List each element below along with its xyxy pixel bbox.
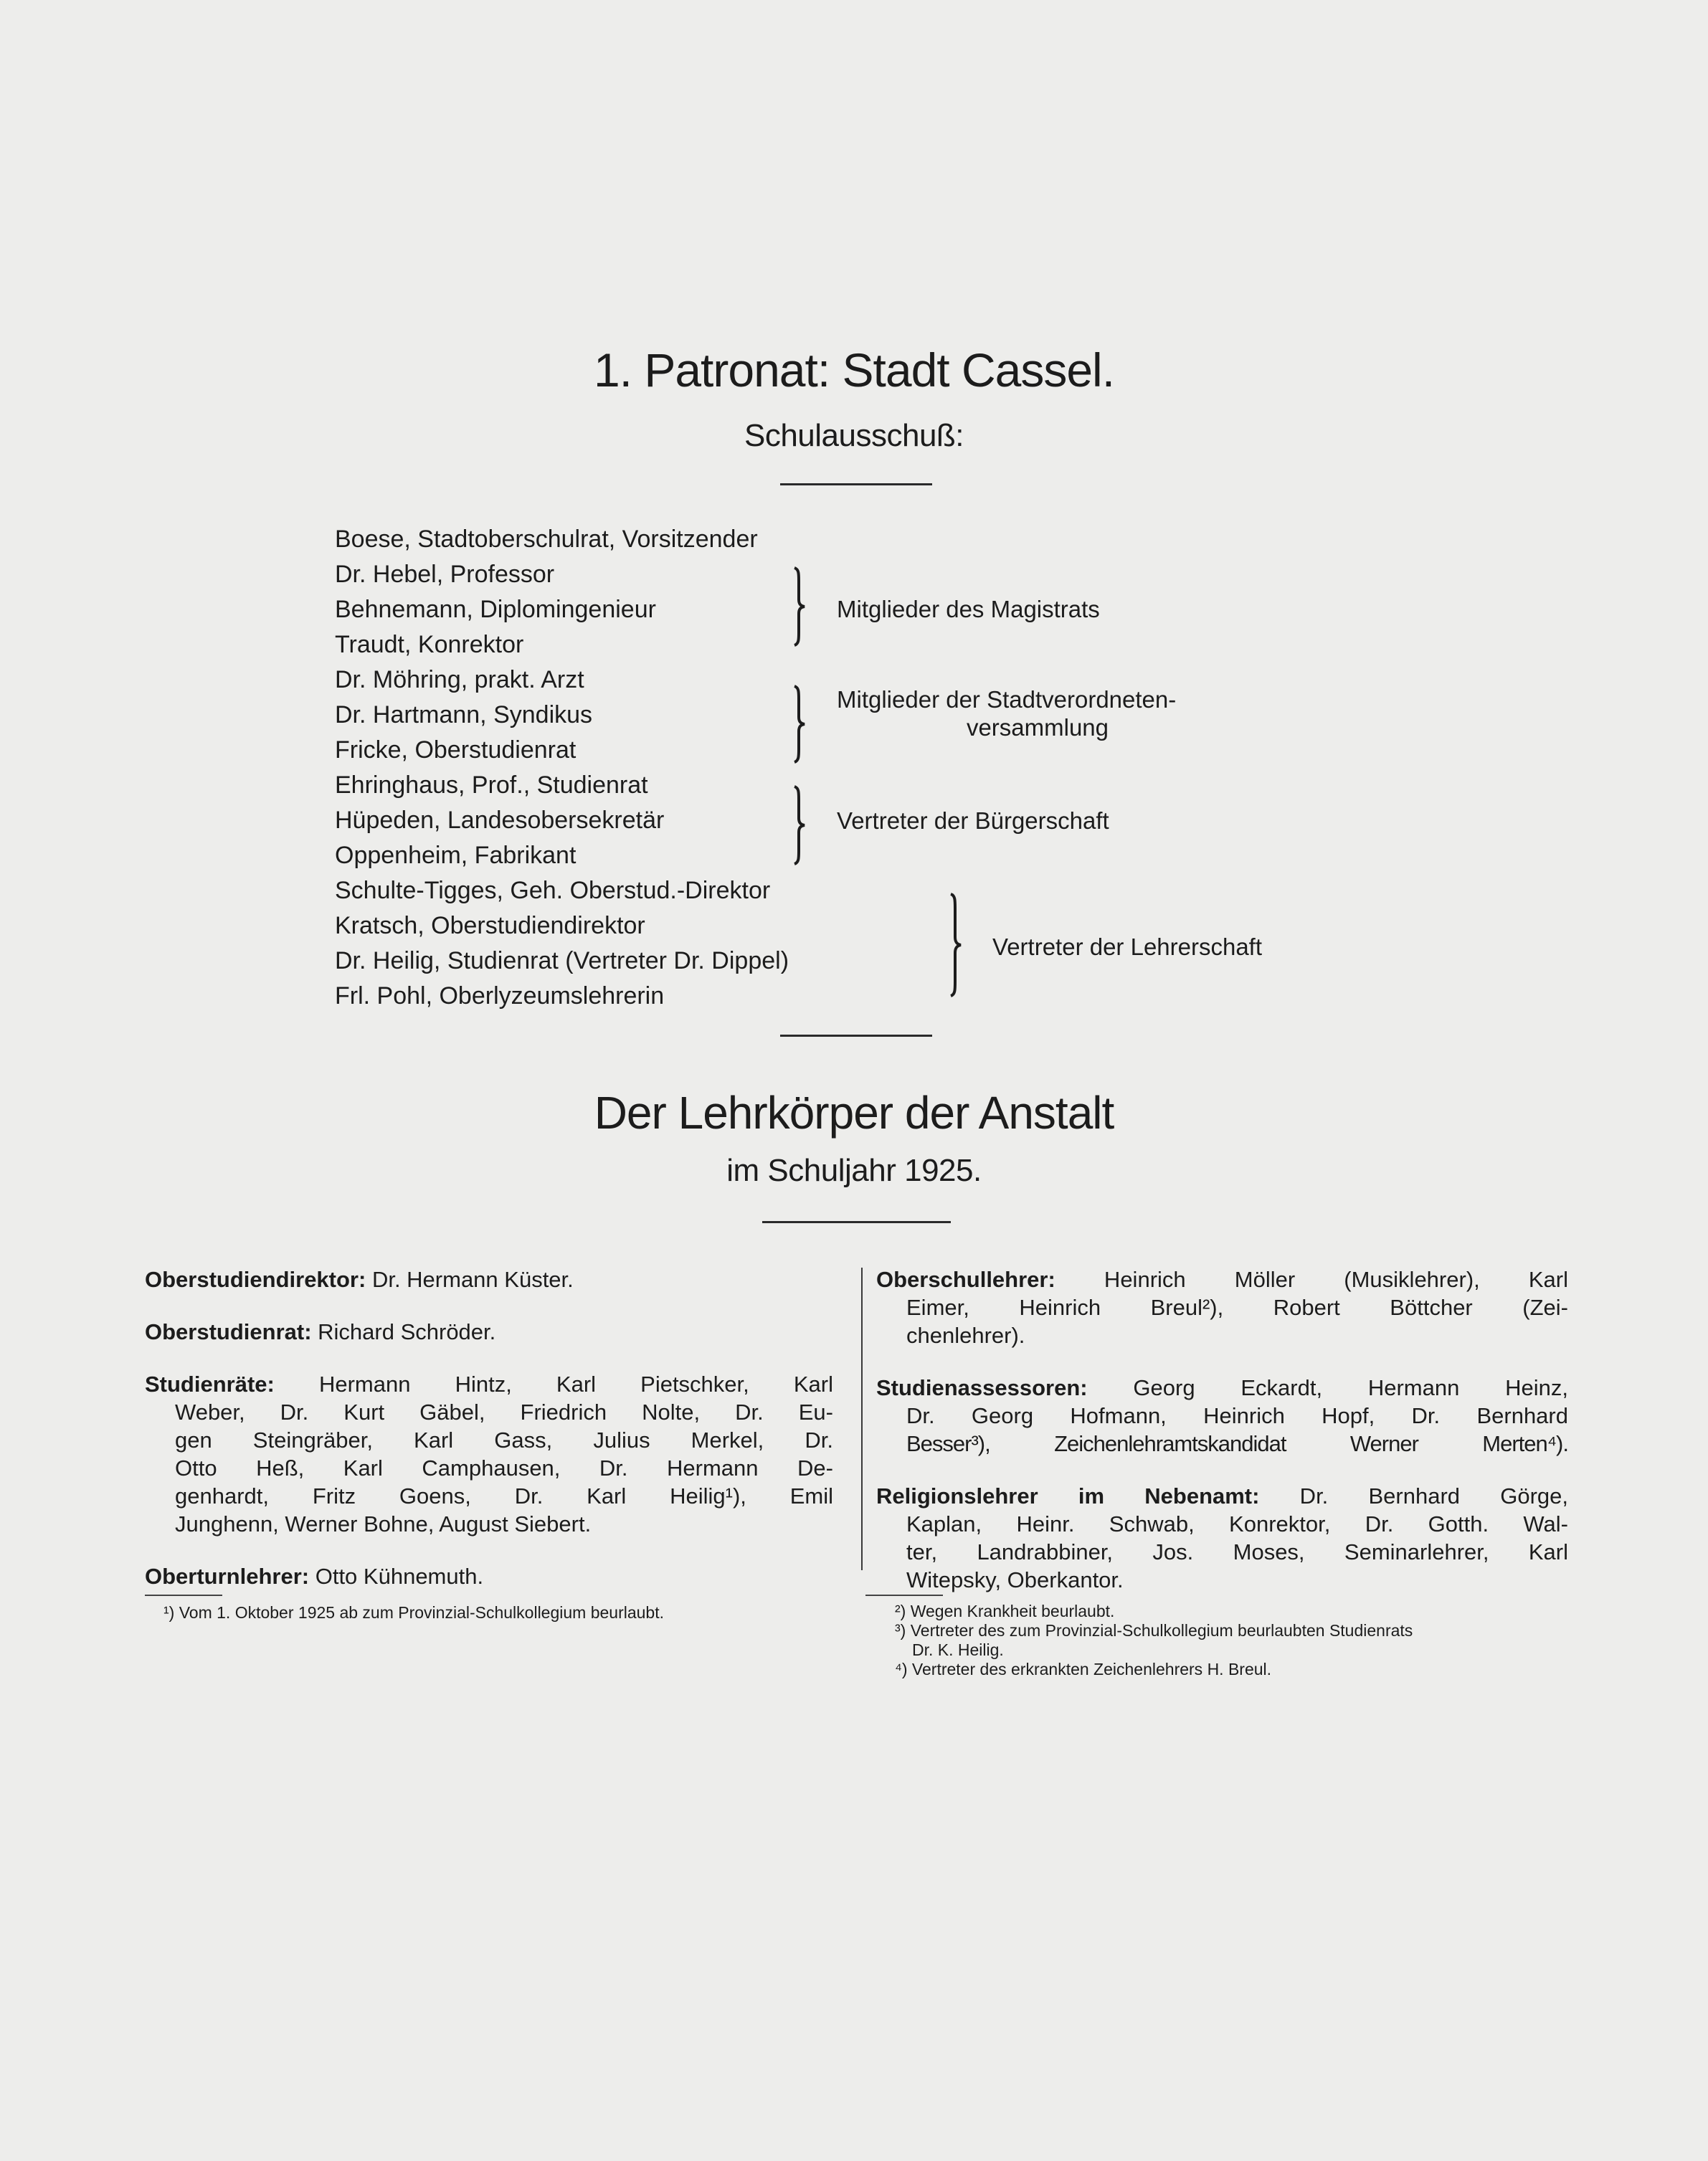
member: Hüpeden, Landesobersekretär bbox=[335, 807, 665, 834]
divider-rule bbox=[780, 1035, 932, 1037]
names: chenlehrer). bbox=[906, 1323, 1025, 1348]
schulausschuss-heading: Schulausschuß: bbox=[744, 418, 964, 453]
names: Dr. Hermann Küster. bbox=[366, 1267, 574, 1292]
names: Witepsky, Oberkantor. bbox=[906, 1567, 1124, 1592]
footnote-2: ²) Wegen Krankheit beurlaubt. bbox=[895, 1602, 1115, 1620]
brace-magistrat bbox=[789, 566, 810, 647]
staff-entry bbox=[145, 1562, 833, 1590]
committee-list bbox=[335, 522, 789, 1014]
staff-entry bbox=[876, 1374, 1568, 1458]
names: Richard Schröder. bbox=[311, 1319, 496, 1344]
footnote-3-cont: Dr. K. Heilig. bbox=[912, 1640, 1004, 1659]
names: Junghenn, Werner Bohne, August Siebert. bbox=[175, 1511, 592, 1537]
footnote-1: ¹) Vom 1. Oktober 1925 ab zum Provinzial-Schulkollegium beurlaubt. bbox=[163, 1603, 665, 1622]
names: Eimer, Heinrich Breul²), Robert Böttcher (Zei- bbox=[906, 1295, 1568, 1320]
lehrkoerper-title: Der Lehrkörper der Anstalt bbox=[594, 1087, 1114, 1139]
names: Otto Heß, Karl Camphausen, Dr. Hermann De- bbox=[175, 1455, 833, 1481]
role-label: Studienassessoren: bbox=[876, 1375, 1088, 1400]
names: Heinrich Möller (Musiklehrer), Karl bbox=[1055, 1267, 1568, 1292]
footnotes-right bbox=[895, 1602, 1569, 1679]
group-label-stadtverordnete bbox=[837, 685, 1238, 741]
staff-column-left bbox=[145, 1265, 833, 1615]
role-label: Oberstudienrat: bbox=[145, 1319, 312, 1344]
member: Behnemann, Diplomingenieur bbox=[335, 596, 656, 623]
member: Dr. Möhring, prakt. Arzt bbox=[335, 666, 584, 693]
staff-entry bbox=[145, 1265, 833, 1293]
footnote-3: ³) Vertreter des zum Provinzial-Schulkollegium beurlaubten Studienrats bbox=[895, 1621, 1413, 1640]
footnote-rule bbox=[145, 1595, 222, 1596]
patronat-title: 1. Patronat: Stadt Cassel. bbox=[593, 343, 1115, 396]
member: Frl. Pohl, Oberlyzeumslehrerin bbox=[335, 982, 665, 1010]
footnote-rule bbox=[865, 1595, 943, 1596]
member: Dr. Heilig, Studienrat (Vertreter Dr. Dippel) bbox=[335, 947, 789, 974]
member: Ehringhaus, Prof., Studienrat bbox=[335, 771, 648, 799]
names: genhardt, Fritz Goens, Dr. Karl Heilig¹), Emil bbox=[175, 1483, 833, 1509]
member: Schulte-Tigges, Geh. Oberstud.-Direktor bbox=[335, 877, 771, 904]
member: Boese, Stadtoberschulrat, Vorsitzender bbox=[335, 526, 758, 553]
member: Kratsch, Oberstudiendirektor bbox=[335, 912, 645, 939]
group-label-magistrat: Mitglieder des Magistrats bbox=[837, 596, 1100, 622]
member: Dr. Hebel, Professor bbox=[335, 561, 555, 588]
staff-entry bbox=[145, 1318, 833, 1346]
group-label-lehrerschaft: Vertreter der Lehrerschaft bbox=[992, 934, 1263, 960]
group-label-line: Mitglieder der Stadtverordneten- bbox=[837, 686, 1177, 713]
group-label-buergerschaft: Vertreter der Bürgerschaft bbox=[837, 807, 1109, 834]
role-label: Religionslehrer im Nebenamt: bbox=[876, 1483, 1260, 1509]
brace-stadtverordnete bbox=[789, 685, 810, 764]
brace-buergerschaft bbox=[789, 785, 810, 865]
member: Oppenheim, Fabrikant bbox=[335, 842, 577, 869]
member: Traudt, Konrektor bbox=[335, 631, 524, 658]
group-label-line: versammlung bbox=[966, 714, 1109, 741]
names: Dr. Bernhard Görge, bbox=[1259, 1483, 1568, 1509]
divider-rule bbox=[762, 1221, 951, 1223]
member: Fricke, Oberstudienrat bbox=[335, 736, 577, 764]
lehrkoerper-subtitle: im Schuljahr 1925. bbox=[726, 1153, 982, 1188]
names: Dr. Georg Hofmann, Heinrich Hopf, Dr. Bernhard bbox=[906, 1403, 1568, 1428]
names: Weber, Dr. Kurt Gäbel, Friedrich Nolte, Dr. Eu- bbox=[175, 1400, 833, 1425]
column-divider bbox=[861, 1268, 863, 1570]
role-label: Oberturnlehrer: bbox=[145, 1564, 310, 1589]
names: Georg Eckardt, Hermann Heinz, bbox=[1087, 1375, 1568, 1400]
names: gen Steingräber, Karl Gass, Julius Merkel, Dr. bbox=[175, 1428, 833, 1453]
staff-entry bbox=[145, 1370, 833, 1538]
names: Besser³), Zeichenlehramtskandidat Werner Merten⁴). bbox=[906, 1431, 1568, 1456]
names: ter, Landrabbiner, Jos. Moses, Seminarlehrer, Karl bbox=[906, 1539, 1568, 1564]
names: Kaplan, Heinr. Schwab, Konrektor, Dr. Gotth. Wal- bbox=[906, 1511, 1568, 1537]
role-label: Oberstudiendirektor: bbox=[145, 1267, 366, 1292]
brace-lehrerschaft bbox=[945, 893, 967, 997]
names: Hermann Hintz, Karl Pietschker, Karl bbox=[274, 1372, 833, 1397]
role-label: Studienräte: bbox=[145, 1372, 275, 1397]
staff-entry bbox=[876, 1482, 1568, 1594]
staff-column-right bbox=[876, 1265, 1568, 1618]
footnote-4: ⁴) Vertreter des erkrankten Zeichenlehrers H. Breul. bbox=[895, 1660, 1272, 1678]
role-label: Oberschullehrer: bbox=[876, 1267, 1055, 1292]
member: Dr. Hartmann, Syndikus bbox=[335, 701, 593, 728]
staff-entry bbox=[876, 1265, 1568, 1349]
names: Otto Kühnemuth. bbox=[309, 1564, 484, 1589]
divider-rule bbox=[780, 483, 932, 485]
